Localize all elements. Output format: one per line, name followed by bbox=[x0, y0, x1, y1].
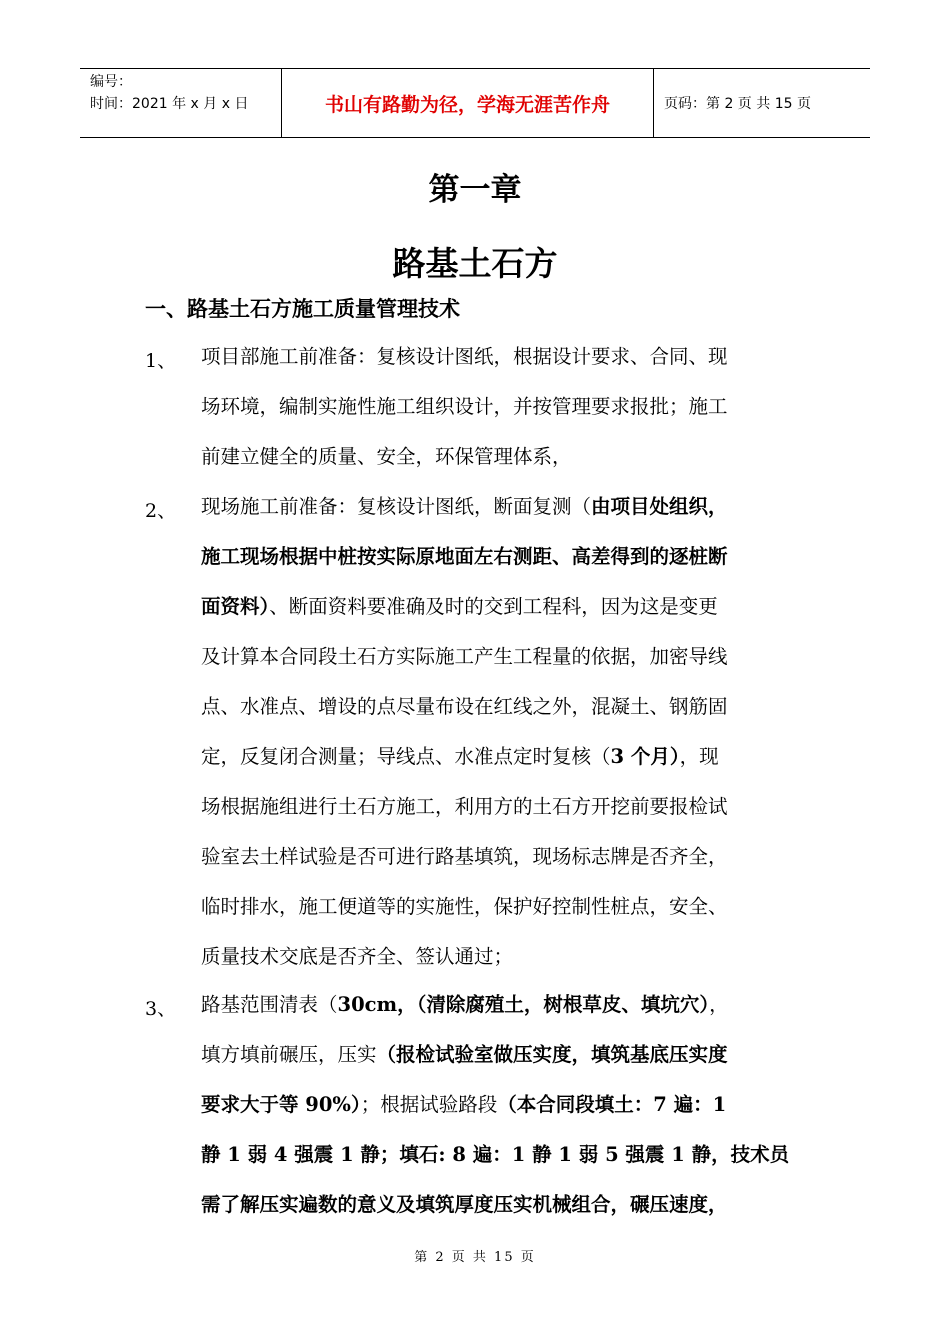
text-run: 质量技术交底是否齐全、签认通过； bbox=[201, 945, 514, 968]
text-run: 点、水准点、增设的点尽量布设在红线之外，混凝土、钢筋固 bbox=[201, 695, 728, 718]
bold-text-run: 要求大于等 90%） bbox=[201, 1093, 361, 1116]
bold-text-run: 施工现场根据中桩按实际原地面左右测距、高差得到的逐桩断 bbox=[201, 545, 728, 568]
bold-text-run: 需了解压实遍数的意义及填筑厚度压实机械组合，碾压速度， bbox=[201, 1193, 728, 1216]
text-line bbox=[201, 1130, 821, 1180]
time-label: 时间：2021 年 x 月 x 日 bbox=[90, 96, 249, 112]
bold-text-run: 30cm，（清除腐殖土，树根草皮、填坑穴） bbox=[337, 993, 710, 1016]
text-run: 定，反复闭合测量；导线点、水准点定时复核（ bbox=[201, 745, 611, 768]
text-line bbox=[201, 682, 821, 732]
bold-text-run: 3 个月） bbox=[610, 745, 680, 768]
text-run: 前建立健全的质量、安全，环保管理体系， bbox=[201, 445, 572, 468]
text-run: ；根据试验路段 bbox=[360, 1093, 498, 1116]
header-page-info: 页码：第 2 页 共 15 页 bbox=[664, 96, 811, 112]
header-motto: 书山有路勤为径，学海无涯苦作舟 bbox=[282, 69, 654, 137]
text-line bbox=[201, 932, 821, 982]
text-line bbox=[201, 1180, 821, 1230]
page-footer: 第 2 页 共 15 页 bbox=[414, 1250, 536, 1265]
chapter-title: 路基土石方 bbox=[392, 244, 558, 283]
text-run: ， bbox=[709, 993, 729, 1016]
text-line bbox=[201, 532, 821, 582]
text-line bbox=[201, 1030, 821, 1080]
header-table bbox=[80, 68, 870, 138]
list-item-number: 3、 bbox=[145, 998, 177, 1020]
bold-text-run: （报检试验室做压实度，填筑基底压实度 bbox=[376, 1043, 728, 1066]
text-run: 验室去土样试验是否可进行路基填筑，现场标志牌是否齐全， bbox=[201, 845, 728, 868]
section-heading: 一、路基土石方施工质量管理技术 bbox=[145, 297, 460, 321]
text-line bbox=[201, 832, 821, 882]
bold-text-run: （本合同段填土：7 遍：1 bbox=[497, 1093, 727, 1116]
bold-text-run: 由项目处组织， bbox=[591, 495, 728, 518]
list-item-number: 1、 bbox=[145, 350, 177, 372]
text-run: 项目部施工前准备：复核设计图纸，根据设计要求、合同、现 bbox=[201, 345, 728, 368]
text-run: 临时排水，施工便道等的实施性，保护好控制性桩点，安全、 bbox=[201, 895, 728, 918]
text-line bbox=[201, 732, 821, 782]
list-item-body bbox=[201, 980, 821, 1230]
text-line bbox=[201, 332, 821, 382]
text-run: 场根据施组进行土石方施工，利用方的土石方开挖前要报检试 bbox=[201, 795, 728, 818]
chapter-heading: 第一章 bbox=[428, 172, 522, 208]
text-line bbox=[201, 382, 821, 432]
text-line bbox=[201, 582, 821, 632]
text-line bbox=[201, 882, 821, 932]
list-item-number: 2、 bbox=[145, 500, 177, 522]
text-line bbox=[201, 482, 821, 532]
text-line bbox=[201, 632, 821, 682]
bold-text-run: 静 1 弱 4 强震 1 静；填石: 8 遍：1 静 1 弱 5 强震 1 静，技术员 bbox=[201, 1143, 790, 1166]
bold-text-run: 面资料） bbox=[201, 595, 270, 618]
text-line bbox=[201, 980, 821, 1030]
text-line bbox=[201, 1080, 821, 1130]
list-item-body bbox=[201, 332, 821, 482]
text-run: 填方填前碾压，压实 bbox=[201, 1043, 377, 1066]
text-run: 、断面资料要准确及时的交到工程科，因为这是变更 bbox=[269, 595, 718, 618]
number-label: 编号： bbox=[90, 74, 132, 90]
text-line bbox=[201, 432, 821, 482]
text-run: 场环境，编制实施性施工组织设计，并按管理要求报批；施工 bbox=[201, 395, 728, 418]
header-left-cell bbox=[80, 69, 282, 137]
text-line bbox=[201, 782, 821, 832]
text-run: 路基范围清表（ bbox=[201, 993, 338, 1016]
text-run: 现场施工前准备：复核设计图纸，断面复测（ bbox=[201, 495, 592, 518]
text-run: ，现 bbox=[679, 745, 719, 768]
text-run: 及计算本合同段土石方实际施工产生工程量的依据，加密导线 bbox=[201, 645, 728, 668]
list-item-body bbox=[201, 482, 821, 982]
